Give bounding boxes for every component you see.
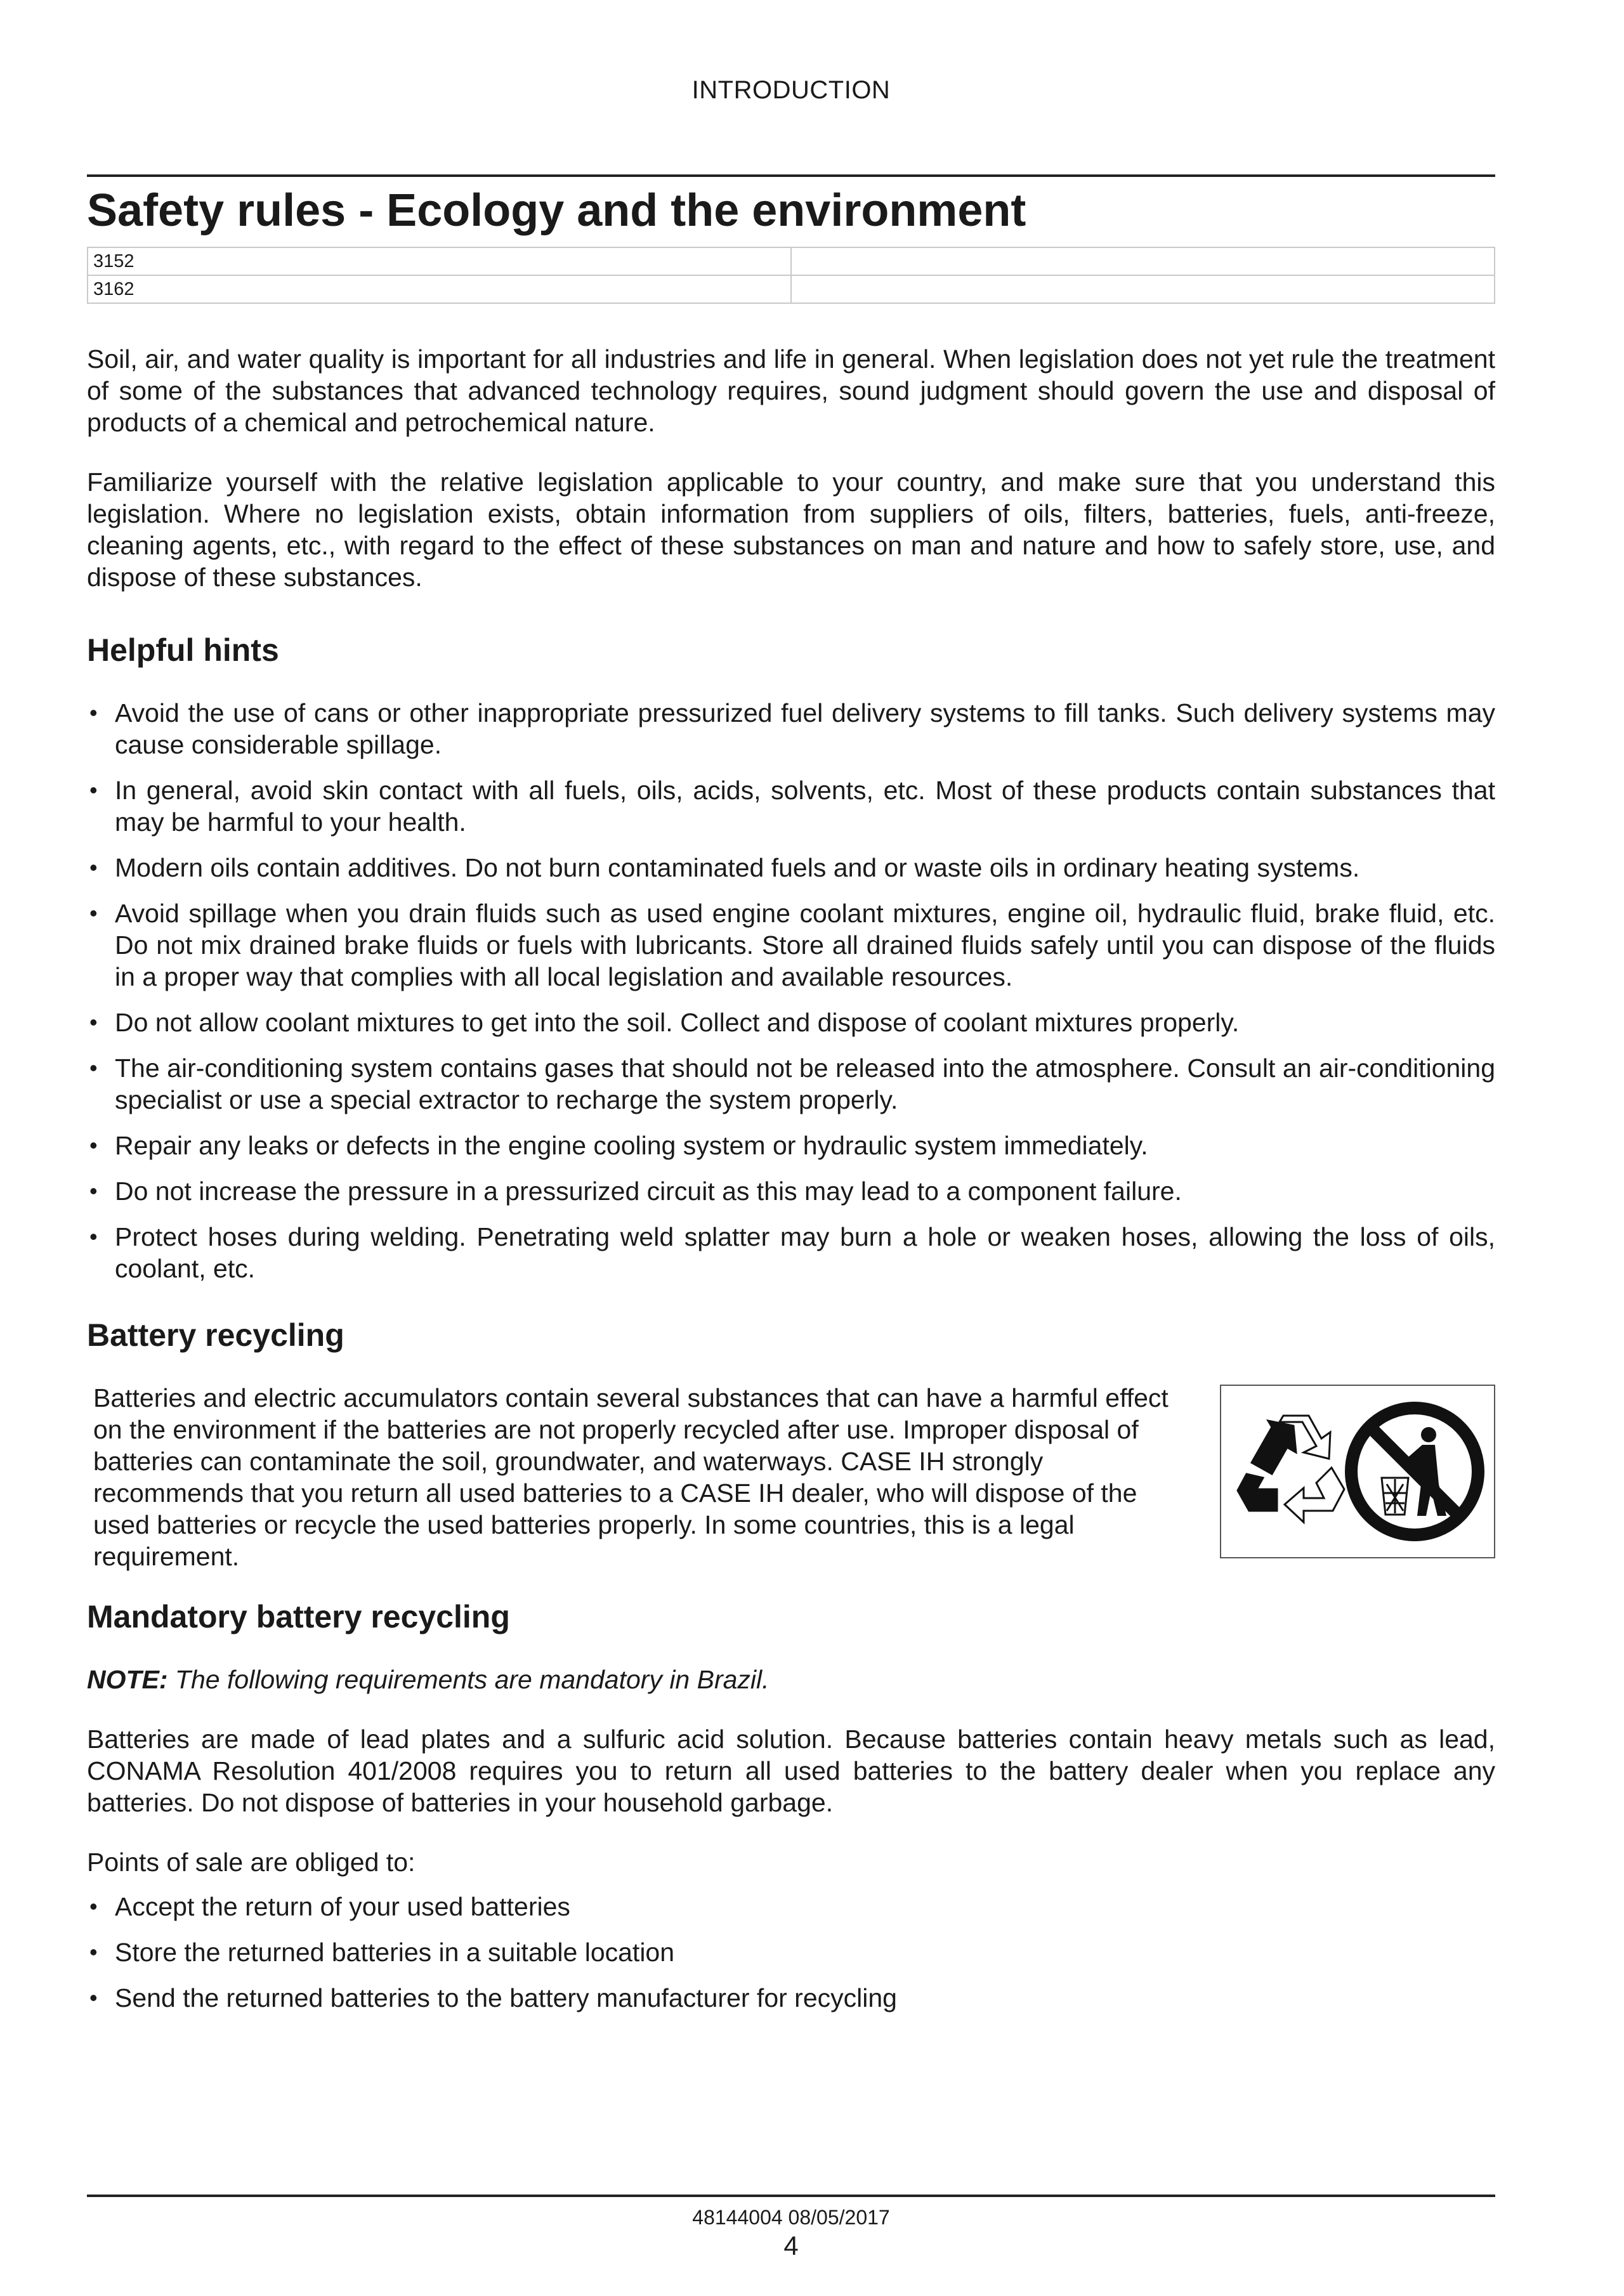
page-title: Safety rules - Ecology and the environment [87,185,1026,236]
battery-recycling-block [87,1382,1495,1572]
list-item: • The air-conditioning system contains gases that should not be released into the atmosphere. Consult an air-conditioning specialist or use a special extractor to recharge the system properly. [87,1052,1495,1116]
codes-row [88,247,1495,275]
list-item: • Modern oils contain additives. Do not burn contaminated fuels and or waste oils in ordinary heating systems. [87,852,1495,884]
recycling-symbols-graphic [1224,1389,1491,1554]
list-item: • Do not allow coolant mixtures to get into the soil. Collect and dispose of coolant mixtures properly. [87,1007,1495,1038]
footer-doc-code: 48144004 08/05/2017 [692,2206,890,2229]
page-number: 4 [783,2231,799,2260]
code-cell-empty [791,275,1495,303]
page-header-section: INTRODUCTION [691,76,891,104]
recycling-symbols [1220,1385,1495,1558]
points-intro: Points of sale are obliged to: [87,1848,416,1877]
list-item: • Protect hoses during welding. Penetrating weld splatter may burn a hole or weaken hoses, allowing the loss of oils, coolant, etc. [87,1221,1495,1284]
code-cell: 3162 [88,275,791,303]
recycle-icon [1238,1416,1344,1522]
battery-recycling-heading: Battery recycling [87,1317,344,1353]
codes-table [87,247,1495,304]
footer-divider [87,2195,1495,2197]
points-of-sale-list [87,1891,1495,2014]
list-item: • Send the returned batteries to the battery manufacturer for recycling [87,1982,1495,2014]
intro-paragraph: Soil, air, and water quality is important for all industries and life in general. When legislation does not yet rule the treatment of some of the substances that advanced technology requires, sound judgment should govern the use and disposal of products of a chemical and petrochemical nature. [87,344,1495,438]
list-item: • Accept the return of your used batteries [87,1891,1495,1922]
list-item: • Avoid spillage when you drain fluids such as used engine coolant mixtures, engine oil, hydraulic fluid, brake fluid, etc. Do not mix drained brake fluids or fuels with lubricants. Store all drained fluids safely until you can dispose of the fluids in a proper way that complies with all local legislation and available resources. [87,897,1495,993]
title-divider [87,174,1495,177]
codes-row [88,275,1495,303]
list-item: • Do not increase the pressure in a pressurized circuit as this may lead to a component failure. [87,1175,1495,1207]
helpful-hints-heading: Helpful hints [87,632,279,669]
note [87,1664,1495,1695]
note-text: The following requirements are mandatory in Brazil. [167,1665,769,1695]
mandatory-recycling-heading: Mandatory battery recycling [87,1599,510,1635]
page-content [87,174,1495,2045]
note-label: NOTE: [87,1665,168,1695]
code-cell: 3152 [88,247,791,275]
list-item: • In general, avoid skin contact with all fuels, oils, acids, solvents, etc. Most of these products contain substances that may be harmful to your health. [87,774,1495,838]
code-cell-empty [791,247,1495,275]
no-trash-disposal-icon [1351,1408,1478,1535]
intro-paragraph: Familiarize yourself with the relative legislation applicable to your country, and make sure that you understand this legislation. Where no legislation exists, obtain information from suppliers of oils, filters, batteries, fuels, anti-freeze, cleaning agents, etc., with regard to the effect of these substances on man and nature and how to safely store, use, and dispose of these substances. [87,467,1495,592]
mandatory-recycling-paragraph: Batteries are made of lead plates and a sulfuric acid solution. Because batteries contain heavy metals such as lead, CONAMA Resolution 401/2008 requires you to return all used batteries to the battery dealer when you replace any batteries. Do not dispose of batteries in your household garbage. [87,1725,1495,1818]
list-item: • Avoid the use of cans or other inappropriate pressurized fuel delivery systems to fill tanks. Such delivery systems may cause considerable spillage. [87,697,1495,760]
helpful-hints-list [87,697,1495,1284]
list-item: • Store the returned batteries in a suitable location [87,1936,1495,1968]
battery-recycling-text: Batteries and electric accumulators contain several substances that can have a harmful effect on the environment if the batteries are not properly recycled after use. Improper disposal of batteries can contaminate the soil, groundwater, and waterways. CASE IH strongly recommends that you return all used batteries to a CASE IH dealer, who will dispose of the used batteries or recycle the used batteries properly. In some countries, this is a legal requirement. [93,1383,1169,1572]
list-item: • Repair any leaks or defects in the engine cooling system or hydraulic system immediately. [87,1130,1495,1161]
